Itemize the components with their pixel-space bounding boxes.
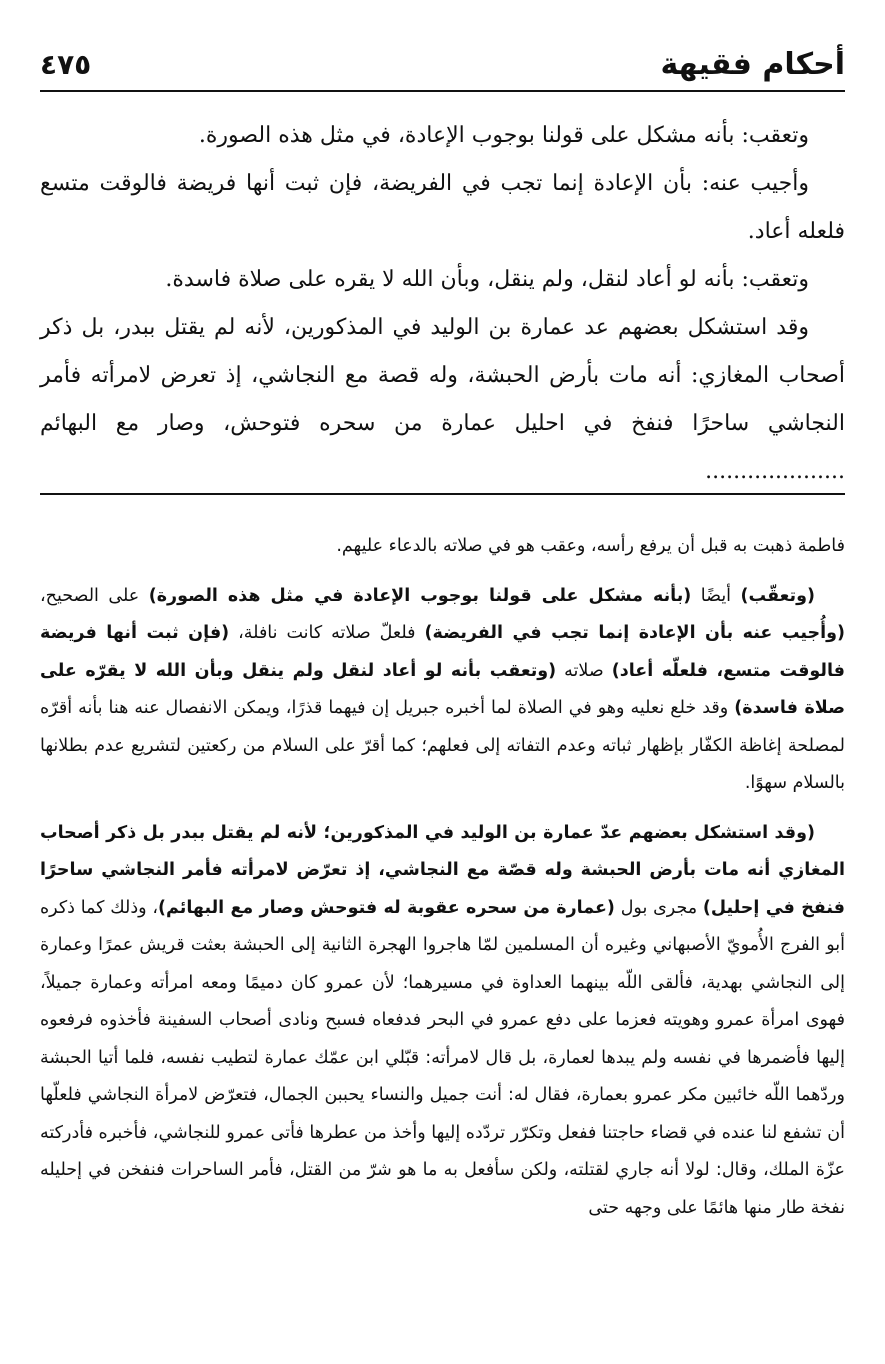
commentary-paragraph: فاطمة ذهبت به قبل أن يرفع رأسه، وعقب هو في صلاته بالدعاء عليهم. [336,536,845,556]
quoted-text: (وقد استشكل بعضهم عدّ عمارة بن الوليد في المذكورين؛ لأنه لم يقتل ببدر بل ذكر أصحاب المغازي أنه مات بأرض الحبشة وله قصّة مع النجاشي، إذ تعرّض لامرأته فأمر النجاشي ساحرًا فنفخ في إحليل) [40,822,846,918]
matn-paragraph: وأجيب عنه: بأن الإعادة إنما تجب في الفريضة، فإن ثبت أنها فريضة فالوقت متسع فلعله أعاد. [40,171,845,244]
commentary-span: صلاته [556,660,612,681]
quoted-text: (وأُجيب عنه بأن الإعادة إنما تجب في الفريضة) [424,623,845,643]
quoted-text: (بأنه مشكل على قولنا بوجوب الإعادة في مثل هذه الصورة) [148,585,692,606]
continuation-dots: .................... [705,459,845,484]
commentary-span: أيضًا [691,585,741,606]
commentary-span: وقد خلع نعليه وهو في الصلاة لما أخبره جبريل إن فيهما قذرًا، ويمكن الانفصال عنه هنا بأنه أقرّه لمصلحة إغاظة الكفّار بإظهار ثباته وعدم التفاته إلى فعلهم؛ كما أقرّ على السلام من ركعتين لتشريع عدم بطلانها بالسلام سهوًا. [40,698,845,793]
separator-line [40,493,845,495]
quoted-text: (عمارة من سحره عقوبة له فتوحش وصار مع البهائم) [158,897,615,918]
quoted-text: (وتعقب بأنه لو أعاد لنقل ولم ينقل وبأن الله لا يقرّه على صلاة فاسدة) [40,660,845,718]
commentary-paragraph [40,578,845,803]
commentary-span: فلعلّ صلاته كانت نافلة، [229,623,425,643]
commentary-span: ، وذلك كما ذكره أبو الفرج الأُمويّ الأصبهاني وغيره أن المسلمين لمّا هاجروا الهجرة الثانية إلى الحبشة بعثت قريش عمرًا وعمارة إلى النجاشي بهدية، فألقى اللّه بينهما العداوة في مسيرهما؛ لأن عمرو كان دميمًا ومعه امرأته وعمارة جميلاً، فهوى امرأة عمرو وهويته فعزما على دفع عمرو في البحر فدفعاه فسبح ونادى أصحاب السفينة فأخذوه فرفعوه إليها فأضمرها في نفسه ولم يبدها لعمارة، بل قال لامرأته: قبّلي ابن عمّك عمارة لتطيب نفسه، فلما أتيا الحبشة وردّهما اللّه خائبين مكر عمرو بعمارة، فقال له: أنت جميل والنساء يحببن الجمال، فتعرّض لامرأة النجاشي فلعلّها أن تشفع لنا عنده في قضاء حاجتنا ففعل وتكرّر تردّده إليها وأخذ من عطرها فأتى عمرو للنجاشي، فأخبره فأدركته عزّة الملك، وقال: لولا أنه جاري لقتلته، ولكن سأفعل به ما هو شرّ من القتل، فأمر الساحرات فنفخن في إحليله نفخة طار منها هائمًا على وجهه حتى [40,897,845,1218]
quoted-text: (فإن ثبت أنها فريضة فالوقت متسع، فلعلّه أعاد) [40,623,846,681]
running-title: أحكام فقيهة [660,46,845,82]
main-text [40,112,845,496]
page-number: ٤٧٥ [40,47,92,81]
commentary-paragraph [40,815,845,1228]
quoted-text: (وتعقّب) [740,585,815,606]
matn-paragraph-text: وقد استشكل بعضهم عد عمارة بن الوليد في المذكورين، لأنه لم يقتل ببدر، بل ذكر أصحاب المغازي: أنه مات بأرض الحبشة، وله قصة مع النجاشي، إذ تعرض لامرأته فأمر النجاشي ساحرًا فنفخ في احليل عمارة من سحره فتوحش، وصار مع البهائم [40,315,845,436]
matn-paragraph: وتعقب: بأنه مشكل على قولنا بوجوب الإعادة، في مثل هذه الصورة. [198,123,809,148]
page-header [40,38,845,92]
commentary-span: مجرى بول [614,897,703,918]
matn-paragraph [40,304,845,496]
matn-paragraph: وتعقب: بأنه لو أعاد لنقل، ولم ينقل، وبأن الله لا يقره على صلاة فاسدة. [165,267,809,292]
commentary-span: على الصحيح، [40,585,149,606]
commentary-text [40,528,845,1227]
